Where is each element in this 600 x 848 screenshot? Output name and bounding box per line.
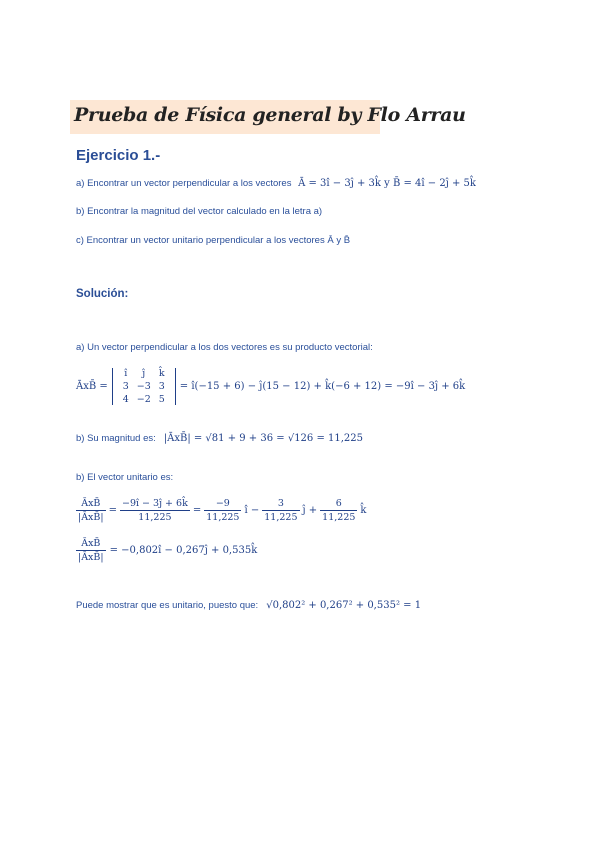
question-a-vectors: Ā = 3î − 3ĵ + 3k̂ y B̄ = 4î − 2ĵ + 5k̂ <box>298 178 476 189</box>
question-a <box>76 178 476 189</box>
question-a-text: a) Encontrar un vector perpendicular a los vectores <box>76 178 292 189</box>
cross-result: = î(−15 + 6) − ĵ(15 − 12) + k̂(−6 + 12) = −9î − 3ĵ + 6k̂ <box>179 381 466 392</box>
unit-fraction-4: $\frac{6}{11,225}$ <box>322 498 356 523</box>
magnitude-row <box>76 433 363 444</box>
page-title: Prueba de Física general by Flo Arrau <box>74 104 466 126</box>
det-cell: 3 <box>122 381 129 392</box>
proof-text: Puede mostrar que es unitario, puesto que: <box>76 600 259 611</box>
unit-result: = −0,802î − 0,267ĵ + 0,535k̂ <box>109 545 258 556</box>
det-cell: 3 <box>158 381 165 392</box>
unit-fraction-3: $\frac{3}{11,225}$ <box>264 498 298 523</box>
determinant <box>112 368 176 405</box>
unit-vector-equation: $\frac{\text{ĀxB̄}}{\text{|ĀxB̄|}}$ = $\frac{-9î - 3ĵ + 6k̂}{11,225}$ = $\frac{-9}{11,225}$ î − $\frac{3}{11,225}$ ĵ + $\frac{6}{11,225}$ k̂ <box>78 498 367 523</box>
solution-b-text: b) Su magnitud es: <box>76 433 156 444</box>
proof-row <box>76 600 421 611</box>
det-cell: −3 <box>136 381 151 392</box>
cross-label: ĀxB̄ = <box>76 381 108 392</box>
unit-vector-text: b) El vector unitario es: <box>76 472 174 483</box>
question-c: c) Encontrar un vector unitario perpendicular a los vectores Ā y B̄ <box>76 235 351 246</box>
magnitude-math: |ĀxB̄| = √81 + 9 + 36 = √126 = 11,225 <box>163 433 364 444</box>
unit-vector-result <box>76 538 257 563</box>
det-cell: 5 <box>158 394 165 405</box>
exercise-heading: Ejercicio 1.- <box>76 147 161 164</box>
solution-a-text: a) Un vector perpendicular a los dos vectores es su producto vectorial: <box>76 342 373 353</box>
cross-product <box>76 368 465 405</box>
question-b: b) Encontrar la magnitud del vector calculado en la letra a) <box>76 206 323 217</box>
det-cell: −2 <box>136 394 151 405</box>
unit-fraction-2: $\frac{-9}{11,225}$ <box>206 498 240 523</box>
det-cell: k̂ <box>158 368 165 379</box>
unit-lhs-fraction-2: $\frac{\text{ĀxB̄}}{\text{|ĀxB̄|}}$ <box>78 538 104 563</box>
solution-heading: Solución: <box>76 288 129 300</box>
det-cell: ĵ <box>142 368 146 379</box>
unit-lhs-fraction: $\frac{\text{ĀxB̄}}{\text{|ĀxB̄|}}$ <box>78 498 104 523</box>
proof-math: √0,802² + 0,267² + 0,535² = 1 <box>266 600 422 611</box>
det-cell: î <box>124 368 128 379</box>
det-cell: 4 <box>122 394 129 405</box>
unit-fraction-1: $\frac{-9î - 3ĵ + 6k̂}{11,225}$ <box>122 498 188 523</box>
